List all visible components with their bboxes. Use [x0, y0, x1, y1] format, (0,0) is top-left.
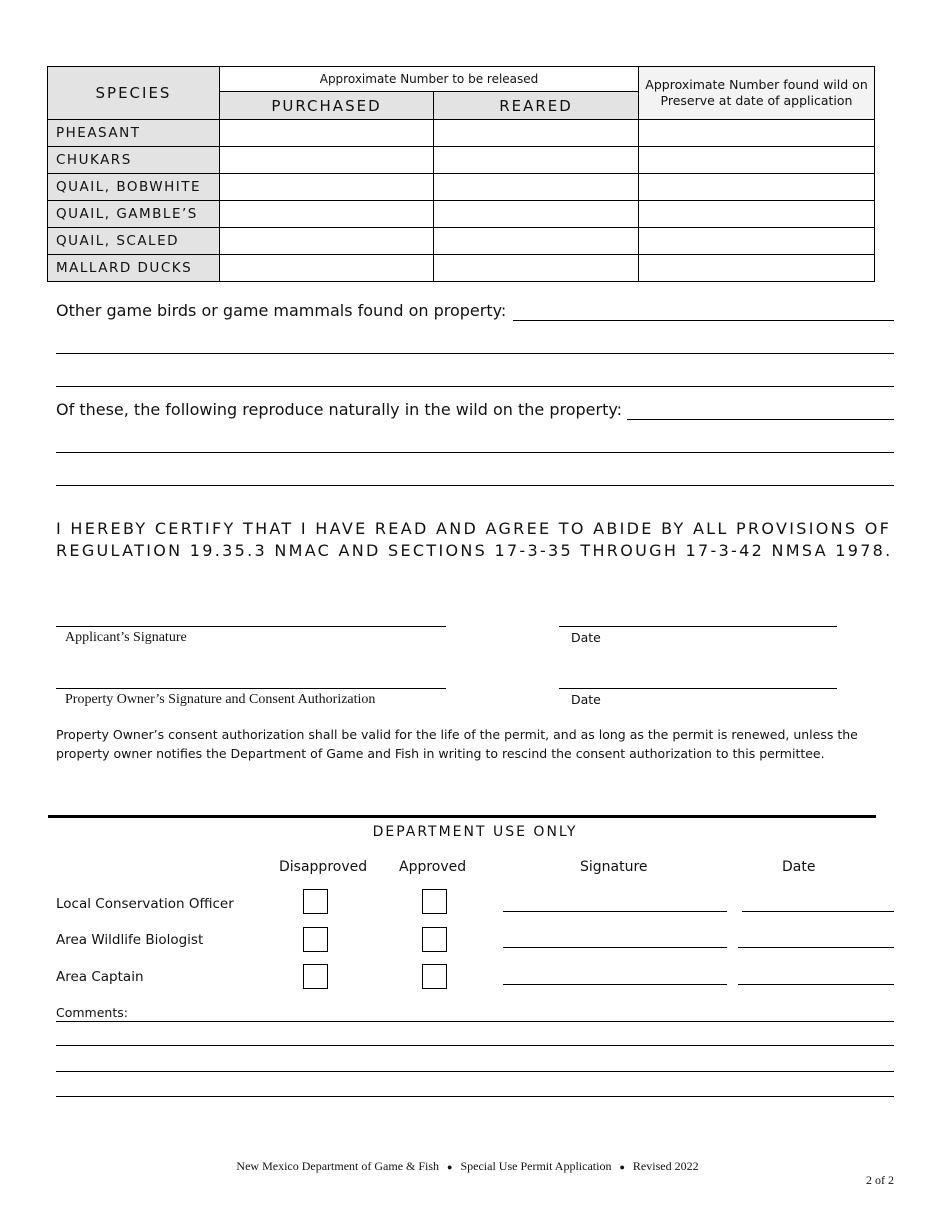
officer-date-line[interactable]: [742, 911, 894, 912]
consent-notice: Property Owner’s consent authorization shall be valid for the life of the permit, and as long as the permit is renewed, unless the property owner notifies the Department of Game and Fish in writing to rescind the consent authorization to this permittee.: [56, 727, 858, 761]
role-area-captain: Area Captain: [56, 969, 144, 985]
reproduce-line-3[interactable]: [56, 485, 894, 486]
other-game-line-1[interactable]: [513, 320, 894, 321]
page-number: 2 of 2: [866, 1173, 894, 1187]
owner-date-label: Date: [571, 692, 601, 707]
officer-approved-checkbox[interactable]: [422, 889, 447, 914]
applicant-date-line[interactable]: [559, 626, 837, 627]
table-row: [48, 174, 875, 201]
purchased-header: PURCHASED: [220, 92, 434, 120]
footer-doc: Special Use Permit Application: [460, 1159, 612, 1173]
species-name: QUAIL, GAMBLE’S: [48, 201, 220, 228]
comments-label: Comments:: [56, 1005, 128, 1020]
comments-line-1[interactable]: [56, 1021, 894, 1022]
reared-cell[interactable]: [434, 255, 639, 282]
owner-signature-label: Property Owner’s Signature and Consent Authorization: [65, 692, 376, 707]
comments-line-3[interactable]: [56, 1071, 894, 1072]
captain-date-line[interactable]: [738, 984, 894, 985]
biologist-date-line[interactable]: [738, 947, 894, 948]
species-name: CHUKARS: [48, 147, 220, 174]
purchased-cell[interactable]: [220, 147, 434, 174]
wild-cell[interactable]: [639, 201, 875, 228]
wild-cell[interactable]: [639, 147, 875, 174]
department-title: DEPARTMENT USE ONLY: [372, 824, 578, 840]
wild-cell[interactable]: [639, 120, 875, 147]
captain-signature-line[interactable]: [503, 984, 727, 985]
department-divider: [48, 815, 876, 818]
purchased-cell[interactable]: [220, 174, 434, 201]
reared-cell[interactable]: [434, 201, 639, 228]
purchased-cell[interactable]: [220, 228, 434, 255]
wild-cell[interactable]: [639, 174, 875, 201]
reared-cell[interactable]: [434, 228, 639, 255]
officer-signature-line[interactable]: [503, 911, 727, 912]
purchased-cell[interactable]: [220, 120, 434, 147]
bullet-icon: ●: [447, 1162, 453, 1173]
captain-disapproved-checkbox[interactable]: [303, 964, 328, 989]
species-name: QUAIL, BOBWHITE: [48, 174, 220, 201]
species-name: MALLARD DUCKS: [48, 255, 220, 282]
officer-disapproved-checkbox[interactable]: [303, 889, 328, 914]
reared-cell[interactable]: [434, 147, 639, 174]
other-game-line-3[interactable]: [56, 386, 894, 387]
footer-revised: Revised 2022: [632, 1159, 699, 1173]
released-header: Approximate Number to be released: [220, 67, 639, 92]
table-row: [48, 228, 875, 255]
footer-org: New Mexico Department of Game & Fish: [236, 1159, 440, 1173]
reared-cell[interactable]: [434, 174, 639, 201]
bullet-icon: ●: [619, 1162, 625, 1173]
purchased-cell[interactable]: [220, 201, 434, 228]
biologist-signature-line[interactable]: [503, 947, 727, 948]
other-game-question: Other game birds or game mammals found on property:: [56, 301, 507, 320]
comments-line-2[interactable]: [56, 1045, 894, 1046]
species-name: QUAIL, SCALED: [48, 228, 220, 255]
owner-date-line[interactable]: [559, 688, 837, 689]
reared-header: REARED: [434, 92, 639, 120]
reproduce-line-2[interactable]: [56, 452, 894, 453]
captain-approved-checkbox[interactable]: [422, 964, 447, 989]
disapproved-header: Disapproved: [279, 859, 368, 875]
applicant-signature-line[interactable]: [56, 626, 446, 627]
certification-statement: I HEREBY CERTIFY THAT I HAVE READ AND AGREE TO ABIDE BY ALL PROVISIONS OF REGULATION 19.35.3 NMAC AND SECTIONS 17-3-35 THROUGH 17-3-42 NMSA 1978.: [56, 519, 893, 560]
reproduce-question: Of these, the following reproduce naturally in the wild on the property:: [56, 400, 623, 419]
biologist-disapproved-checkbox[interactable]: [303, 927, 328, 952]
applicant-signature-label: Applicant’s Signature: [65, 630, 187, 645]
other-game-line-2[interactable]: [56, 353, 894, 354]
reproduce-line-1[interactable]: [627, 419, 894, 420]
table-row: [48, 201, 875, 228]
wild-header: Approximate Number found wild on Preserve at date of application: [639, 67, 875, 120]
approved-header: Approved: [399, 859, 467, 875]
species-header: SPECIES: [48, 67, 220, 120]
table-row: [48, 147, 875, 174]
owner-signature-line[interactable]: [56, 688, 446, 689]
reared-cell[interactable]: [434, 120, 639, 147]
species-name: PHEASANT: [48, 120, 220, 147]
comments-line-4[interactable]: [56, 1096, 894, 1097]
table-row: [48, 120, 875, 147]
role-wildlife-biologist: Area Wildlife Biologist: [56, 932, 204, 948]
date-header: Date: [782, 859, 816, 875]
wild-cell[interactable]: [639, 228, 875, 255]
role-conservation-officer: Local Conservation Officer: [56, 896, 234, 912]
footer: [0, 1159, 935, 1174]
species-table: [47, 66, 875, 282]
biologist-approved-checkbox[interactable]: [422, 927, 447, 952]
applicant-date-label: Date: [571, 630, 601, 645]
wild-cell[interactable]: [639, 255, 875, 282]
signature-header: Signature: [580, 859, 648, 875]
table-row: [48, 255, 875, 282]
purchased-cell[interactable]: [220, 255, 434, 282]
